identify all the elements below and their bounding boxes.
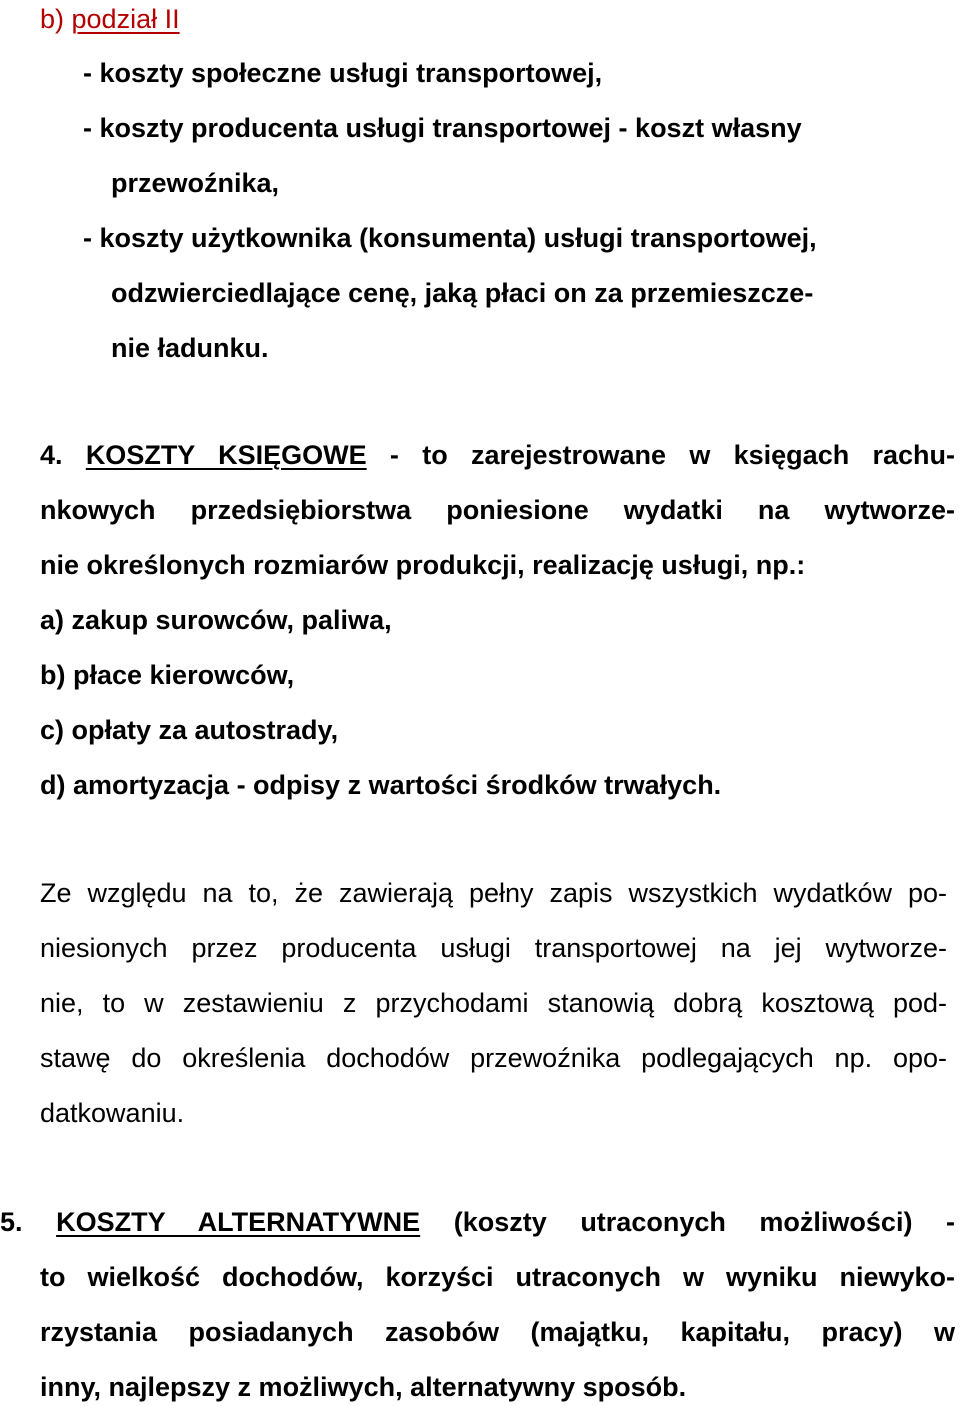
section-4-line-2: nkowych przedsiębiorstwa poniesione wydatki na wytworze- [40, 495, 955, 525]
section-4-line-3: nie określonych rozmiarów produkcji, realizację usługi, np.: [40, 550, 806, 580]
section-5-line-3: rzystania posiadanych zasobów (majątku, kapitału, pracy) w [40, 1317, 955, 1347]
section-b-label: b) [40, 4, 72, 34]
section-5-line-4: inny, najlepszy z możliwych, alternatywny sposób. [40, 1372, 687, 1402]
section-4-line-1 [40, 438, 955, 472]
section-5-number: 5. [0, 1207, 57, 1237]
paragraph-line-5: datkowaniu. [40, 1098, 185, 1128]
section-4-line-1-rest: - to zarejestrowane w księgach rachu- [366, 440, 955, 470]
section-4-item-c: c) opłaty za autostrady, [40, 715, 339, 745]
section-4-item-b: b) płace kierowców, [40, 660, 295, 690]
section-b-item-3-cont: odzwierciedlające cenę, jaką płaci on za przemieszcze- [111, 278, 814, 308]
section-5-line-2: to wielkość dochodów, korzyści utraconych w wyniku niewyko- [40, 1262, 955, 1292]
section-5-term: KOSZTY ALTERNATYWNE [56, 1207, 421, 1237]
section-b-item-3-cont2: nie ładunku. [111, 333, 269, 363]
section-b-item-2-cont: przewoźnika, [111, 168, 280, 198]
paragraph-line-3: nie, to w zestawieniu z przychodami stanowią dobrą kosztową pod- [40, 988, 947, 1018]
paragraph-line-4: stawę do określenia dochodów przewoźnika podlegających np. opo- [40, 1043, 947, 1073]
section-b-item-2: - koszty producenta usługi transportowej - koszt własny [83, 113, 802, 143]
section-4-number: 4. [40, 440, 86, 470]
section-b-item-1: - koszty społeczne usługi transportowej, [83, 58, 603, 88]
section-b-title: podział II [71, 4, 180, 34]
section-b-heading [40, 2, 180, 36]
section-5-line-1 [0, 1205, 955, 1239]
paragraph-line-2: niesionych przez producenta usługi transportowej na jej wytworze- [40, 933, 947, 963]
paragraph-line-1: Ze względu na to, że zawierają pełny zapis wszystkich wydatków po- [40, 878, 947, 908]
section-4-item-a: a) zakup surowców, paliwa, [40, 605, 392, 635]
section-5-line-1-rest: (koszty utraconych możliwości) - [420, 1207, 955, 1237]
section-4-item-d: d) amortyzacja - odpisy z wartości środków trwałych. [40, 770, 722, 800]
section-b-item-3: - koszty użytkownika (konsumenta) usługi transportowej, [83, 223, 817, 253]
section-4-term: KOSZTY KSIĘGOWE [85, 440, 367, 470]
